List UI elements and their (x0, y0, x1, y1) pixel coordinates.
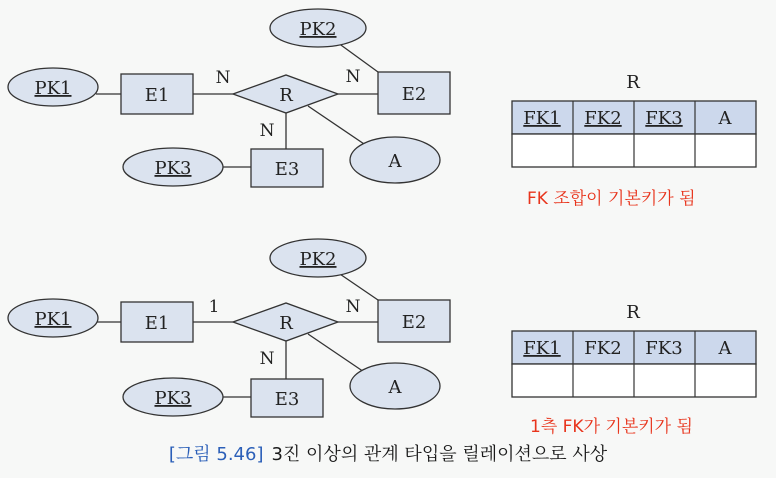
figure-caption (0, 440, 776, 466)
attribute-pk2-label: PK2 (299, 19, 337, 40)
attribute-pk1-label: PK1 (34, 309, 72, 330)
caption-text: 3진 이상의 관계 타입을 릴레이션으로 사상 (271, 444, 608, 465)
table-column-fk2: FK2 (584, 338, 622, 359)
entity-e2-label: E2 (401, 84, 427, 105)
entity-e3-label: E3 (274, 389, 300, 410)
caption-number: [그림 5.46] (168, 444, 264, 465)
cardinality-e2: N (345, 297, 361, 317)
er-diagram-top (8, 9, 756, 209)
table-column-a: A (718, 108, 732, 129)
note-bottom: 1측 FK가 기본키가 됨 (530, 417, 693, 437)
table-column-a: A (718, 338, 732, 359)
cardinality-e3: N (259, 349, 275, 369)
relationship-r-label: R (279, 313, 293, 334)
er-diagram-bottom (8, 239, 756, 437)
table-column-fk1: FK1 (523, 338, 561, 359)
attribute-a-label: A (388, 377, 402, 398)
edge-r-a (308, 334, 370, 376)
table-name: R (626, 72, 640, 93)
cardinality-e1: N (215, 68, 231, 88)
attribute-pk3-label: PK3 (154, 388, 192, 409)
relationship-r-label: R (279, 85, 293, 106)
entity-e1-label: E1 (144, 85, 170, 106)
table-name: R (626, 302, 640, 323)
attribute-pk3-label: PK3 (154, 158, 192, 179)
cardinality-e2: N (345, 67, 361, 87)
entity-e1-label: E1 (144, 313, 170, 334)
attribute-pk1-label: PK1 (34, 78, 72, 99)
table-column-fk3: FK3 (645, 108, 683, 129)
entity-e2-label: E2 (401, 312, 427, 333)
entity-e3-label: E3 (274, 159, 300, 180)
cardinality-e1: 1 (208, 297, 220, 317)
table-column-fk3: FK3 (645, 338, 683, 359)
attribute-pk2-label: PK2 (299, 249, 337, 270)
table-column-fk2: FK2 (584, 108, 622, 129)
table-column-fk1: FK1 (523, 108, 561, 129)
cardinality-e3: N (259, 121, 275, 141)
edge-r-a (308, 106, 370, 148)
attribute-a-label: A (388, 151, 402, 172)
note-top: FK 조합이 기본키가 됨 (527, 189, 696, 209)
